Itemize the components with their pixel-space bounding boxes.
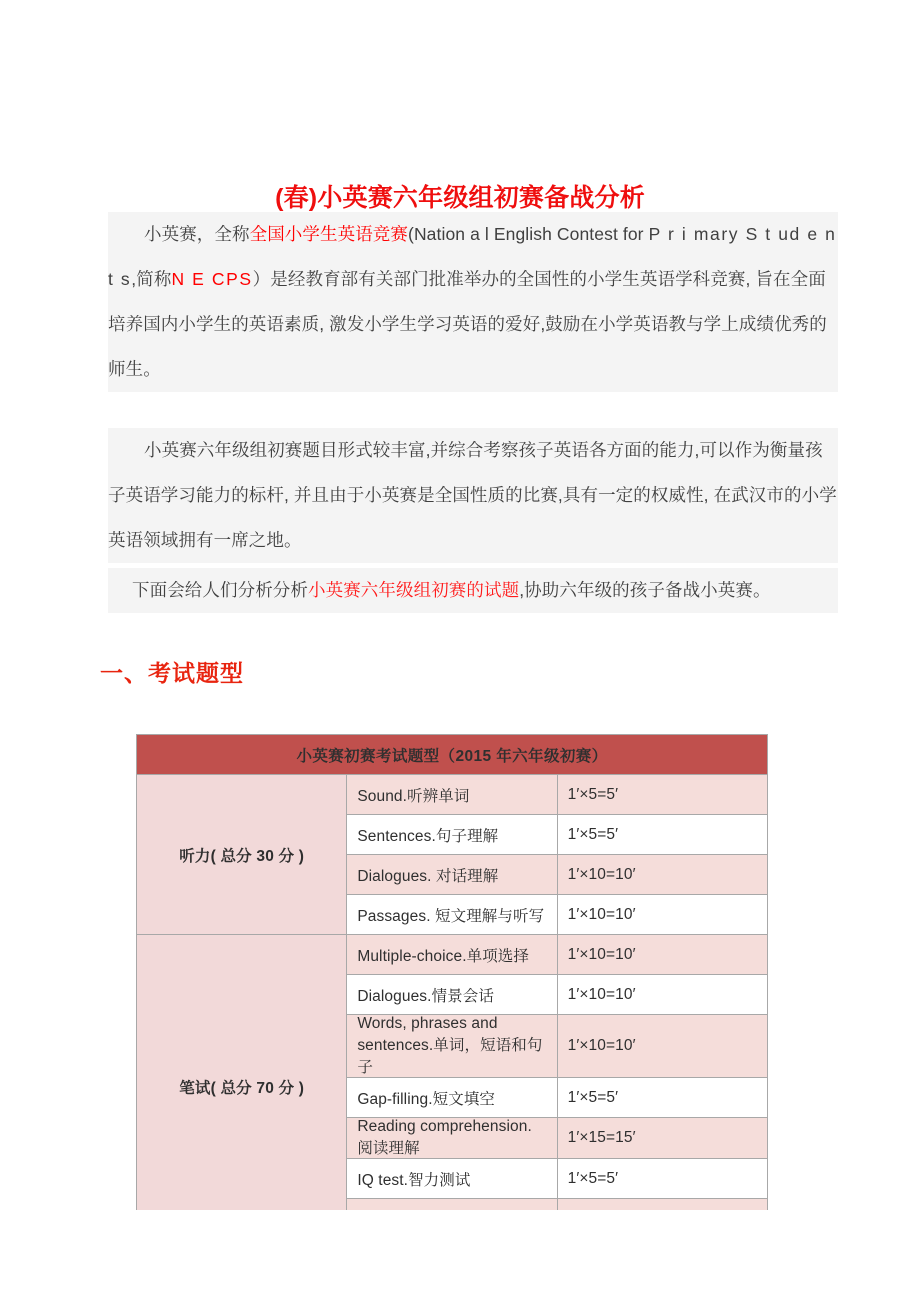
section-heading-exam-types: 一、考试题型 [100, 660, 244, 687]
exam-types-table-body [137, 735, 768, 1239]
paragraph-intro-highlight-necps: N E CPS [171, 269, 253, 289]
exam-types-table [136, 734, 768, 1239]
table-cell-item: Gap-filling.短文填空 [347, 1078, 557, 1118]
paragraph-intro-text-c: P r i mary S t ud e n t s [108, 224, 837, 289]
table-cell-score: 1′×10=10′ [557, 975, 767, 1015]
table-cell-score: 1′×10=10′ [557, 1015, 767, 1078]
paragraph-intro-text-d: ,简称 [131, 269, 172, 289]
table-cell-score: 1′×15=15′ [557, 1118, 767, 1159]
paragraph-lead-in [108, 568, 838, 613]
table-group-label: 笔试( 总分 70 分 ) [137, 935, 347, 1239]
table-cell-item: Multiple-choice.单项选择 [347, 935, 557, 975]
table-caption-row [137, 735, 768, 775]
table-cell-item: IQ test.智力测试 [347, 1159, 557, 1199]
table-cell-item: Sound.听辨单词 [347, 775, 557, 815]
table-row [137, 935, 768, 975]
page-title: (春)小英赛六年级组初赛备战分析 [275, 183, 645, 212]
paragraph-intro-text-a: 小英赛，全称 [144, 224, 250, 244]
table-caption-cell: 小英赛初赛考试题型（2015 年六年级初赛） [137, 735, 768, 775]
paragraph-intro [108, 212, 838, 392]
table-cell-item: Dialogues.情景会话 [347, 975, 557, 1015]
paragraph-intro-text-b: (Nation a l English Contest for [408, 224, 649, 244]
table-cell-score: 1′×5=5′ [557, 815, 767, 855]
exam-types-table-container [136, 734, 768, 1239]
table-cell-score: 1′×5=5′ [557, 775, 767, 815]
paragraph-lead-in-text-a: 下面会给人们分析分析 [132, 580, 308, 600]
table-cell-item: Reading comprehension.阅读理解 [347, 1118, 557, 1159]
table-group-label: 听力( 总分 30 分 ) [137, 775, 347, 935]
table-cell-score: 1′×10=10′ [557, 935, 767, 975]
table-cell-item: Sentences.句子理解 [347, 815, 557, 855]
paragraph-lead-in-text-b: ,协助六年级的孩子备战小英赛。 [519, 580, 771, 600]
table-cell-score: 1′×5=5′ [557, 1078, 767, 1118]
paragraph-analysis-text: 小英赛六年级组初赛题目形式较丰富,并综合考察孩子英语各方面的能力,可以作为衡量孩子英语学习能力的标杆, 并且由于小英赛是全国性质的比赛,具有一定的权威性, 在武汉市的小学英语领域拥有一席之地。 [108, 440, 837, 550]
page-bottom-clip [0, 1210, 920, 1302]
paragraph-lead-in-highlight: 小英赛六年级组初赛的试题 [308, 580, 520, 600]
table-cell-score: 1′×10=10′ [557, 895, 767, 935]
paragraph-intro-highlight-contest: 全国小学生英语竞赛 [249, 224, 409, 244]
table-row [137, 775, 768, 815]
table-cell-item: Passages. 短文理解与听写 [347, 895, 557, 935]
table-cell-item: Dialogues. 对话理解 [347, 855, 557, 895]
paragraph-analysis [108, 428, 838, 563]
paragraph-intro-text-e: ）是经教育部有关部门批准举办的全国性的小学生英语学科竞赛, 旨在全面培养国内小学生的英语素质, 激发小学生学习英语的爱好,鼓励在小学英语教与学上成绩优秀的师生。 [108, 269, 827, 379]
table-cell-score: 1′×5=5′ [557, 1159, 767, 1199]
table-cell-item: Words, phrases and sentences.单词，短语和句子 [347, 1015, 557, 1078]
table-cell-score: 1′×10=10′ [557, 855, 767, 895]
